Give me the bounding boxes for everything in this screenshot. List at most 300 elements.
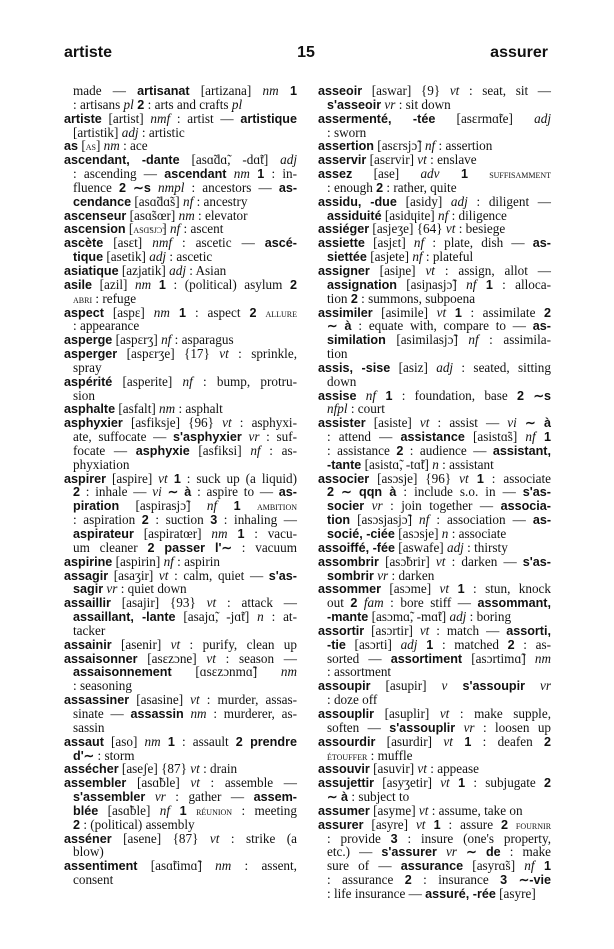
part-of-speech-text: nmf — [152, 235, 172, 251]
headword-text: ∼ à — [327, 319, 352, 334]
headword-text: 2 — [73, 485, 81, 500]
part-of-speech-text: vr — [106, 581, 118, 597]
entry-line — [318, 112, 551, 126]
definition-text: [asidy] — [396, 193, 451, 209]
headword-text: as- — [278, 485, 297, 500]
headword-text: as- — [278, 180, 298, 195]
headword-text: associer — [318, 471, 370, 486]
part-of-speech-text: nm — [159, 401, 176, 417]
entry-continuation-line — [64, 499, 297, 513]
definition-text: [ — [125, 221, 134, 237]
definition-text: [asyʒetir] — [374, 775, 441, 791]
part-of-speech-text: vt — [415, 816, 426, 832]
headword-text: 1 — [446, 305, 462, 320]
headword-text: ascète — [64, 236, 104, 251]
headword-text: 1 — [169, 305, 186, 320]
headword-text: 2 prendre — [235, 734, 297, 749]
part-of-speech-text: nf — [365, 387, 377, 403]
headword-text: aspérité — [64, 374, 113, 389]
headword-text: assiette — [318, 236, 365, 251]
entry-continuation-line — [64, 873, 297, 887]
part-of-speech-text: vt — [445, 221, 456, 237]
headword-text: ascenseur — [64, 208, 127, 223]
headword-text: 1 — [151, 277, 166, 292]
headword-text: ascendant — [164, 167, 227, 182]
definition-text: : suf- — [259, 429, 297, 445]
definition-text — [437, 844, 446, 859]
entry-continuation-line — [64, 84, 297, 98]
entry-continuation-line — [318, 513, 551, 527]
part-of-speech-text: adj — [450, 193, 468, 209]
definition-text: tion — [327, 290, 351, 306]
headword-text: as — [64, 139, 79, 154]
part-of-speech-text: nm — [280, 664, 297, 680]
entry-continuation-line — [318, 887, 551, 901]
headword-text: assombrir — [318, 554, 379, 569]
part-of-speech-text: vt — [222, 415, 232, 431]
definition-text: [asɔme] — [381, 581, 440, 597]
part-of-speech-text: adj — [169, 262, 186, 278]
definition-text: [asistɑ̃s] — [464, 429, 526, 445]
entry-continuation-line — [64, 721, 297, 735]
headword-text: 2 — [543, 776, 551, 791]
definition-text: [asɑ̃ble] — [98, 802, 160, 818]
definition-text: etc.) — — [327, 844, 382, 860]
entry-line — [318, 624, 551, 638]
entry-line — [64, 153, 297, 167]
definition-text: [asaʒir] — [108, 567, 159, 583]
part-of-speech-text: nf — [206, 498, 218, 514]
definition-text: [asyre] — [495, 885, 536, 901]
definition-text: : (political) asylum — [165, 276, 290, 292]
definition-text: : doze off — [327, 692, 378, 708]
definition-text — [151, 180, 158, 195]
definition-text: [asɔrtimɑ̃] — [462, 650, 535, 666]
entry-line — [64, 472, 297, 486]
entry-continuation-line — [64, 181, 297, 195]
definition-text: [asimile] — [372, 304, 437, 320]
part-of-speech-text: vt — [206, 650, 216, 666]
headword-text: assortiment — [390, 651, 463, 666]
definition-text: : darken — [388, 567, 435, 583]
definition-text: : drain — [199, 761, 238, 777]
entry-continuation-line — [64, 818, 297, 832]
definition-text: : (political) assembly — [80, 816, 195, 832]
headword-text: blée — [73, 803, 99, 818]
entry-continuation-line — [318, 638, 551, 652]
part-of-speech-text: vt — [435, 553, 446, 569]
entry-continuation-line — [318, 693, 551, 707]
headword-text: asséner — [64, 831, 112, 846]
definition-text: [asɑ̃sœr] — [126, 207, 179, 223]
definition-text: : diligence — [448, 207, 507, 223]
definition-text: [asyrɑ̃s] — [463, 858, 525, 874]
synonym-smallcaps-text: étouffer — [327, 750, 368, 763]
part-of-speech-text: adj — [446, 539, 464, 555]
entry-line — [318, 306, 551, 320]
headword-text: artiste — [64, 111, 102, 126]
headword-text: assignation — [327, 277, 397, 292]
entry-continuation-line — [64, 707, 297, 721]
definition-text: : join together — — [382, 498, 501, 514]
guide-word-right: assurer — [490, 44, 548, 61]
definition-text: [asiz] — [390, 359, 437, 375]
definition-text: ] — [162, 221, 170, 237]
headword-text: 3 ∼-vie — [500, 873, 551, 888]
definition-text: fluence — [73, 179, 119, 195]
definition-text: [asurdir] — [375, 733, 444, 749]
right-column — [318, 84, 551, 901]
headword-text: assentiment — [64, 859, 138, 874]
headword-text: aspirine — [64, 554, 113, 569]
entry-continuation-line — [318, 845, 551, 859]
headword-text: assumer — [318, 803, 370, 818]
definition-text: tion — [327, 346, 348, 362]
entry-line — [318, 84, 551, 98]
headword-text: ascendant, -dante — [64, 153, 180, 168]
definition-text: : life insurance — — [327, 885, 426, 901]
headword-text: 1 — [170, 803, 187, 818]
part-of-speech-text: nm — [211, 526, 228, 541]
part-of-speech-text: n — [441, 526, 449, 541]
entry-line — [318, 222, 551, 236]
definition-text: [asupir] — [370, 678, 442, 694]
headword-text: 1 — [217, 499, 241, 514]
entry-continuation-line — [64, 610, 297, 624]
entry-line — [318, 472, 551, 486]
definition-text — [357, 388, 366, 403]
headword-text: 1 — [227, 527, 245, 541]
definition-text: [asɔmɑ̃, -mɑ̃t] — [368, 609, 450, 625]
part-of-speech-text: vt — [443, 733, 453, 749]
entry-line — [64, 375, 297, 389]
definition-text: : match — — [429, 622, 507, 638]
definition-text: [asɛrmɑ̃te] — [435, 110, 535, 126]
part-of-speech-text: vt — [440, 775, 450, 791]
definition-text: : as- — [260, 442, 298, 458]
headword-text: assommer — [318, 582, 382, 597]
definition-text: : aspirin — [173, 553, 220, 569]
part-of-speech-text: nmf — [150, 110, 171, 126]
definition-text: [asiɲasjɔ̃] — [396, 276, 467, 292]
synonym-smallcaps-text: réunion — [196, 805, 233, 818]
definition-text: : artist — — [170, 110, 241, 126]
definition-text — [468, 166, 489, 181]
headword-text: assembler — [64, 776, 127, 791]
entry-line — [318, 236, 551, 250]
headword-text: sombrir — [327, 568, 374, 583]
definition-text: : suction — [148, 512, 211, 528]
entry-continuation-line — [64, 624, 297, 638]
definition-text: [asajɑ̃, -jɑ̃t] — [175, 609, 258, 625]
headword-text: 1 — [449, 776, 466, 791]
headword-text: assassiner — [64, 693, 130, 708]
definition-text: [artist] — [101, 110, 151, 126]
definition-text: : storm — [94, 747, 135, 763]
part-of-speech-text: fam — [363, 595, 384, 611]
headword-text: ∼ de — [456, 845, 501, 860]
definition-text: : assault — [174, 733, 236, 749]
definition-text — [508, 817, 516, 832]
headword-text: 2 passer l'∼ — [147, 540, 233, 555]
headword-text: ∼ à — [516, 416, 551, 431]
entry-line — [64, 112, 297, 126]
part-of-speech-text: nf — [161, 332, 172, 348]
entry-line — [318, 735, 551, 749]
entry-line — [64, 859, 297, 873]
definition-text: [aspirin] — [112, 553, 164, 569]
headword-text: 2 — [396, 443, 404, 458]
definition-text: : audience — — [403, 442, 493, 458]
definition-text: sion — [73, 387, 95, 403]
definition-text: : include s.o. in — — [396, 484, 523, 500]
headword-text: ascension — [64, 222, 126, 237]
headword-text: assistant, — [492, 443, 551, 458]
part-of-speech-text: vt — [419, 415, 430, 431]
definition-text: [ — [78, 138, 86, 154]
entry-line — [64, 209, 297, 223]
synonym-smallcaps-text: suffisamment — [489, 169, 551, 182]
part-of-speech-text: nf — [169, 221, 181, 237]
headword-text: assem- — [253, 790, 297, 805]
definition-text: [aseʃe] {87} — [118, 761, 191, 777]
headword-text: s'assouplir — [389, 720, 456, 735]
headword-text: socié, -ciée — [327, 527, 395, 541]
entry-line — [318, 582, 551, 596]
headword-text: 1 — [417, 637, 434, 652]
definition-text — [455, 720, 463, 735]
definition-text: : appearance — [73, 318, 140, 334]
definition-text: : asparagus — [171, 332, 234, 348]
part-of-speech-text: vi — [152, 484, 162, 500]
definition-text: : subjugate — [465, 775, 544, 791]
entry-continuation-line — [64, 513, 297, 527]
part-of-speech-text: nf — [163, 553, 174, 569]
entry-continuation-line — [64, 389, 297, 403]
headword-text: as- — [532, 319, 551, 334]
part-of-speech-text: pl — [123, 96, 134, 112]
entry-continuation-line — [318, 209, 551, 223]
entry-continuation-line — [64, 845, 297, 859]
definition-text: : assume, take on — [428, 802, 523, 818]
headword-text: 2 — [404, 873, 412, 888]
definition-text: : sit down — [395, 96, 451, 112]
headword-text: 1 — [249, 167, 265, 182]
headword-text: 2 — [543, 734, 551, 749]
part-of-speech-text: nf — [438, 207, 449, 223]
entry-continuation-line — [64, 527, 297, 541]
headword-text: 2 — [376, 180, 384, 195]
entry-continuation-line — [318, 569, 551, 583]
part-of-speech-text: nm — [190, 705, 207, 721]
entry-line — [318, 804, 551, 818]
definition-text: out — [327, 595, 351, 611]
definition-text: : in- — [264, 166, 297, 182]
part-of-speech-text: vt — [170, 636, 181, 652]
definition-text: : strike (a — [219, 830, 297, 846]
definition-text: [asistɑ̃, -tɑ̃t] — [361, 456, 433, 472]
headword-text: assaisonnement — [73, 665, 172, 680]
headword-text: s'as- — [522, 554, 551, 569]
page-number: 15 — [297, 44, 315, 61]
headword-text: -tie — [327, 637, 346, 652]
definition-text: [aspɛ] — [103, 304, 154, 320]
synonym-smallcaps-text: ambition — [257, 501, 297, 514]
headword-text: aspirer — [64, 471, 107, 486]
headword-text: 1 — [535, 430, 551, 445]
headword-text: assaisonner — [64, 651, 138, 666]
part-of-speech-text: adj — [149, 249, 167, 265]
definition-text: : provide — [327, 830, 391, 846]
entry-line — [64, 596, 297, 610]
synonym-smallcaps-text: asɑ̃sjɔ̃ — [133, 224, 163, 237]
definition-text: : assimila- — [478, 332, 551, 348]
headword-text: 1 — [449, 582, 465, 597]
headword-text: assassin — [130, 706, 184, 721]
definition-text: : vacu- — [244, 526, 297, 541]
entry-line — [318, 776, 551, 790]
part-of-speech-text: vt — [459, 470, 469, 486]
definition-text: : ancestry — [193, 193, 248, 209]
definition-text: : vacuum — [232, 539, 297, 555]
definition-text: [ase] — [352, 166, 421, 182]
part-of-speech-text: nf — [466, 276, 477, 292]
definition-text: : aspect — [186, 304, 250, 320]
entry-continuation-line — [64, 804, 297, 818]
entry-continuation-line — [318, 499, 551, 513]
definition-text: : asphalt — [175, 401, 223, 417]
definition-text: : assistance — [327, 442, 397, 458]
definition-text: [asenir] — [111, 636, 171, 652]
entry-continuation-line — [318, 749, 551, 763]
definition-text: : foundation, base — [392, 387, 517, 403]
part-of-speech-text: vr — [540, 678, 551, 694]
entry-continuation-line — [318, 873, 551, 887]
entry-line — [318, 264, 551, 278]
entry-continuation-line — [64, 361, 297, 375]
headword-text: 2 — [507, 637, 515, 652]
headword-text: s'assoupir — [447, 679, 526, 694]
entry-continuation-line — [64, 167, 297, 181]
definition-text: : assistant — [438, 456, 494, 472]
definition-text: : make — [500, 844, 552, 860]
definition-text: : arts and crafts — [144, 96, 232, 112]
part-of-speech-text: vt — [209, 830, 220, 846]
entry-continuation-line — [64, 541, 297, 555]
definition-text: [asɔrti] — [345, 636, 401, 652]
definition-text: : seated, sitting — [453, 359, 551, 375]
definition-text: : subject to — [348, 789, 410, 805]
part-of-speech-text: nf — [183, 193, 194, 209]
entry-continuation-line — [318, 721, 551, 735]
headword-text: artisanat — [137, 84, 190, 98]
entry-continuation-line — [64, 485, 297, 499]
entry-continuation-line — [318, 485, 551, 499]
definition-text: [asfiksje] {96} — [122, 415, 223, 431]
definition-text: : loosen up — [474, 719, 552, 735]
definition-text: [aswar] {9} — [362, 83, 450, 98]
headword-text: 1 — [534, 859, 551, 874]
definition-text: spray — [73, 359, 102, 375]
entry-line — [64, 555, 297, 569]
definition-text: : thirsty — [463, 539, 508, 555]
part-of-speech-text: nf — [412, 249, 423, 265]
synonym-smallcaps-text: allure — [265, 307, 297, 320]
headword-text: assouvir — [318, 762, 370, 777]
part-of-speech-text: nm — [144, 733, 161, 749]
headword-text: as- — [532, 236, 551, 251]
definition-text: : besiege — [455, 221, 506, 237]
headword-text: 2 — [73, 817, 81, 832]
synonym-smallcaps-text: as — [85, 141, 96, 154]
entry-line — [318, 389, 551, 403]
part-of-speech-text: nm — [135, 276, 152, 292]
definition-text: [aspiratœr] — [133, 526, 212, 541]
headword-text: s'asseoir — [327, 97, 382, 112]
headword-text: d'∼ — [73, 748, 95, 763]
entry-line — [64, 306, 297, 320]
entry-line — [318, 541, 551, 555]
definition-text: soften — — [327, 719, 390, 735]
part-of-speech-text: vr — [154, 789, 166, 805]
definition-text: : assist — — [429, 415, 508, 431]
headword-text: artistique — [240, 111, 297, 126]
definition-text: : summons, subpoena — [357, 290, 476, 306]
definition-text — [525, 678, 540, 693]
definition-text: : ascetic — — [172, 235, 265, 251]
entry-line — [64, 139, 297, 153]
definition-text: [asene] {87} — [111, 830, 210, 846]
definition-text: : association — — [429, 512, 533, 528]
definition-text: : calm, quiet — — [168, 567, 269, 583]
part-of-speech-text: nf — [413, 235, 425, 251]
part-of-speech-text: nm — [103, 138, 120, 154]
part-of-speech-text: vt — [219, 346, 229, 362]
headword-text: assaillant, -lante — [73, 610, 176, 625]
definition-text: [asyme] — [369, 802, 419, 818]
headword-text: 3 — [390, 831, 398, 846]
entry-line — [318, 416, 551, 430]
definition-text: : asphyxi- — [231, 415, 297, 431]
headword-text: assigner — [318, 263, 370, 278]
definition-text: : rather, quite — [383, 179, 457, 195]
part-of-speech-text: vt — [425, 262, 435, 278]
entry-line — [318, 707, 551, 721]
headword-text: 1 — [476, 277, 493, 292]
definition-text: [asɑ̃timɑ̃] — [137, 858, 216, 874]
part-of-speech-text: vi — [507, 415, 517, 431]
part-of-speech-text: pl — [231, 96, 243, 112]
headword-text: assorti, — [506, 623, 552, 638]
part-of-speech-text: vt — [158, 567, 169, 583]
entry-line — [318, 195, 551, 209]
definition-text: [azil] — [92, 276, 135, 292]
headword-text: assise — [318, 388, 357, 403]
definition-text: [aso] — [103, 733, 145, 749]
headword-text: -tante — [327, 457, 362, 472]
definition-text: : suck up (a liquid) — [180, 470, 297, 486]
headword-text: assécher — [64, 762, 119, 777]
entry-continuation-line — [318, 292, 551, 306]
definition-text: : darken — — [445, 553, 523, 569]
part-of-speech-text: nm — [262, 83, 279, 98]
definition-text: [asjete] — [366, 249, 413, 265]
entry-continuation-line — [64, 319, 297, 333]
definition-text: : sprinkle, — [228, 346, 297, 362]
headword-text: 3 — [210, 513, 218, 528]
headword-text: assister — [318, 416, 366, 431]
definition-text: : inhale — — [80, 484, 153, 500]
